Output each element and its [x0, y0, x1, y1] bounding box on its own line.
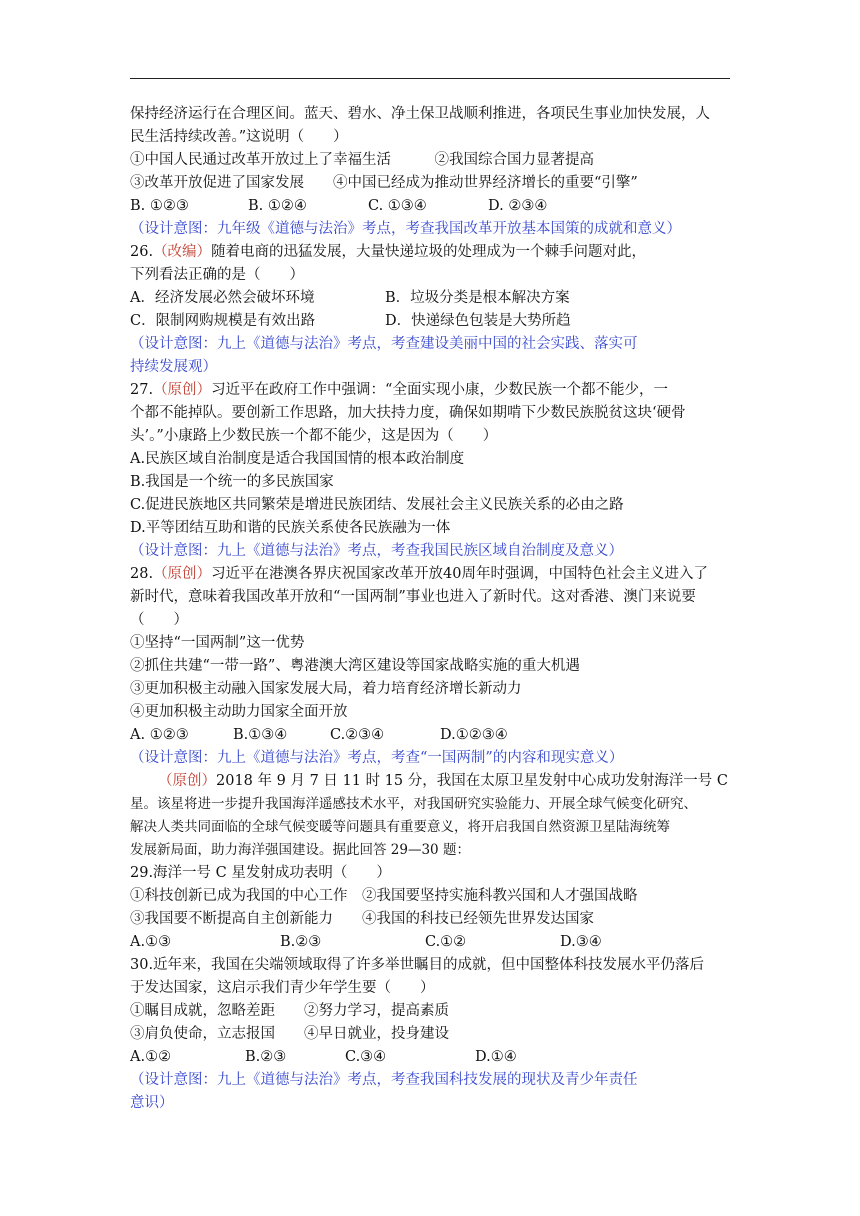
q27-option-b: B.我国是一个统一的多民族国家: [130, 474, 334, 490]
q29-option-c: C.①②: [425, 934, 467, 950]
q27-stem-line-3: 头’。”小康路上少数民族一个都不能少，这是因为（ ）: [130, 428, 498, 444]
q25-stem-line-2: 民生活持续改善。”这说明（ ）: [130, 129, 348, 145]
q27-design-note: （设计意图：九上《道德与法治》考点，考查我国民族区域自治制度及意义）: [130, 543, 623, 559]
q28-statement-3: ③更加积极主动融入国家发展大局，着力培育经济增长新动力: [130, 681, 522, 697]
q29-option-b: B.②③: [280, 934, 322, 950]
q30-option-d: D.①④: [475, 1049, 517, 1065]
passage-line-2: 星。该星将进一步提升我国海洋遥感技术水平，对我国研究实验能力、开展全球气候变化研究、: [130, 796, 697, 812]
q30-statements-34: ③肩负使命，立志报国 ④早日就业，投身建设: [130, 1026, 449, 1042]
q28-option-b: B.①③④: [233, 727, 288, 743]
q25-option-a: B. ①②③: [130, 198, 189, 214]
q26-option-d: D．快递绿色包装是大势所趋: [385, 313, 571, 329]
q28-option-c: C.②③④: [330, 727, 385, 743]
passage-line-3: 解决人类共同面临的全球气候变暖等问题具有重要意义，将开启我国自然资源卫星陆海统筹: [130, 819, 670, 835]
q25-option-b: B. ①②④: [248, 198, 307, 214]
q29-option-d: D.③④: [560, 934, 602, 950]
passage-tag: （原创）: [158, 773, 216, 789]
q28-stem-line-3: （ ）: [130, 612, 188, 628]
q28-option-d: D.①②③④: [440, 727, 508, 743]
q29-options: [130, 932, 602, 954]
passage-line-1-text: 2018 年 9 月 7 日 11 时 15 分，我国在太原卫星发射中心成功发射海洋一号 C: [216, 773, 728, 789]
q28-statement-1: ①坚持“一国两制”这一优势: [130, 635, 305, 651]
q30-stem-line-1: 30.近年来，我国在尖端领域取得了许多举世瞩目的成就，但中国整体科技发展水平仍落后: [130, 957, 705, 973]
q28-tag: （原创）: [153, 566, 212, 582]
q27-tag: （原创）: [153, 382, 212, 398]
q27-stem-line-2: 个都不能掉队。要创新工作思路，加大扶持力度，确保如期啃下少数民族脱贫这块‘硬骨: [130, 405, 686, 421]
header-rule: [130, 78, 730, 79]
q25-stem-line-1: 保持经济运行在合理区间。蓝天、碧水、净土保卫战顺利推进，各项民生事业加快发展，人: [130, 106, 710, 122]
q26-stem-text: 随着电商的迅猛发展，大量快递垃圾的处理成为一个棘手问题对此，: [211, 244, 647, 260]
q25-option-d: D. ②③④: [488, 198, 548, 214]
q30-option-c: C.③④: [345, 1049, 387, 1065]
q30-design-note-1: （设计意图：九上《道德与法治》考点，考查我国科技发展的现状及青少年责任: [130, 1072, 638, 1088]
q26-design-note-1: （设计意图：九上《道德与法治》考点，考查建设美丽中国的社会实践、落实可: [130, 336, 638, 352]
q26-option-b: B．垃圾分类是根本解决方案: [385, 290, 570, 306]
q26-options-ab: [130, 288, 570, 310]
q26-design-note-2: 持续发展观）: [130, 359, 217, 375]
passage-line-1: [158, 771, 728, 793]
q28-design-note: （设计意图：九上《道德与法治》考点，考查“一国两制”的内容和现实意义）: [130, 750, 624, 766]
q30-stem-line-2: 于发达国家，这启示我们青少年学生要（ ）: [130, 980, 435, 996]
q28-stem-line-2: 新时代，意味着我国改革开放和“一国两制”事业也进入了新时代。这对香港、澳门来说要: [130, 589, 696, 605]
q28-stem-text: 习近平在港澳各界庆祝国家改革开放40周年时强调，中国特色社会主义进入了: [211, 566, 709, 582]
q28-statement-4: ④更加积极主动助力国家全面开放: [130, 704, 348, 720]
q25-statements-34: ③改革开放促进了国家发展 ④中国已经成为推动世界经济增长的重要“引擎”: [130, 175, 638, 191]
passage-line-4: 发展新局面，助力海洋强国建设。据此回答 29—30 题：: [130, 842, 470, 858]
q26-number: 26.: [130, 244, 154, 260]
q25-option-c: C. ①③④: [368, 198, 427, 214]
q28-option-a: A. ①②③: [130, 727, 189, 743]
q30-options: [130, 1047, 517, 1069]
q27-option-c: C.促进民族地区共同繁荣是增进民族团结、发展社会主义民族关系的必由之路: [130, 497, 624, 513]
q27-option-d: D.平等团结互助和谐的民族关系使各民族融为一体: [130, 520, 451, 536]
q26-stem-line-1: [130, 242, 646, 264]
q27-number: 27.: [130, 382, 154, 398]
q29-option-a: A.①③: [130, 934, 172, 950]
q29-statements-12: ①科技创新已成为我国的中心工作 ②我国要坚持实施科教兴国和人才强国战略: [130, 888, 638, 904]
q28-statement-2: ②抓住共建“一带一路”、粤港澳大湾区建设等国家战略实施的重大机遇: [130, 658, 580, 674]
q26-stem-line-2: 下列看法正确的是（ ）: [130, 267, 304, 283]
q26-options-cd: [130, 311, 571, 333]
q25-design-note: （设计意图：九年级《道德与法治》考点，考查我国改革开放基本国策的成就和意义）: [130, 221, 681, 237]
q30-design-note-2: 意识）: [130, 1095, 174, 1111]
q28-options: [130, 725, 508, 747]
q30-statements-12: ①瞩目成就，忽略差距 ②努力学习，提高素质: [130, 1003, 449, 1019]
q26-option-a: A．经济发展必然会破坏环境: [130, 290, 315, 306]
q30-option-a: A.①②: [130, 1049, 172, 1065]
q29-stem: 29.海洋一号 C 星发射成功表明（ ）: [130, 865, 391, 881]
q29-statements-34: ③我国要不断提高自主创新能力 ④我国的科技已经领先世界发达国家: [130, 911, 594, 927]
q27-stem-line-1: [130, 380, 668, 402]
q30-option-b: B.②③: [245, 1049, 287, 1065]
q25-options: [130, 196, 547, 218]
q26-option-c: C．限制网购规模是有效出路: [130, 313, 316, 329]
q27-stem-text: 习近平在政府工作中强调：“全面实现小康，少数民族一个都不能少，一: [211, 382, 668, 398]
q25-statements-12: ①中国人民通过改革开放过上了幸福生活 ②我国综合国力显著提高: [130, 152, 594, 168]
q28-number: 28.: [130, 566, 154, 582]
q27-option-a: A.民族区域自治制度是适合我国国情的根本政治制度: [130, 451, 465, 467]
q26-tag: （改编）: [153, 244, 212, 260]
q28-stem-line-1: [130, 564, 708, 586]
